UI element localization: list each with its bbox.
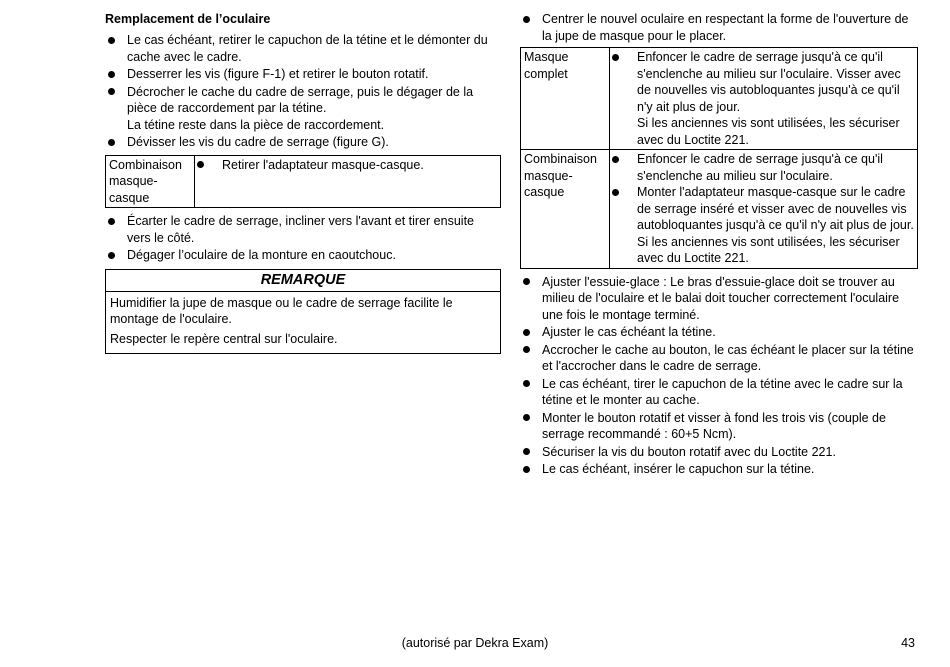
list-item <box>520 461 918 478</box>
list-item <box>105 213 501 246</box>
list-item-text: Sécuriser la vis du bouton rotatif avec du Loctite 221. <box>542 444 836 459</box>
list-item <box>105 66 501 83</box>
list-item-text: Le cas échéant, retirer le capuchon de la tétine et le démonter du cache avec le cadre. <box>127 33 488 64</box>
list-item-text: Décrocher le cache du cadre de serrage, puis le dégager de la pièce de raccordement par la tétine. <box>127 84 474 115</box>
cell-item-text: Enfoncer le cadre de serrage jusqu'à ce qu'il s'enclenche au milieu sur l'oculaire. <box>637 152 883 183</box>
table-row <box>521 150 918 269</box>
right-column <box>520 11 918 479</box>
list-item-text: Le cas échéant, insérer le capuchon sur la tétine. <box>542 462 815 476</box>
list-item <box>520 410 918 443</box>
list-item-text: Dévisser les vis du cadre de serrage (figure G). <box>127 135 389 149</box>
note-box <box>105 269 501 355</box>
variant-table <box>520 47 918 269</box>
cell-item-note: Si les anciennes vis sont utilisées, les sécuriser avec du Loctite 221. <box>637 234 900 265</box>
list-item <box>520 11 918 44</box>
note-paragraph: Respecter le repère central sur l'oculaire. <box>110 331 338 346</box>
list-item <box>105 32 501 65</box>
table-row <box>521 48 918 150</box>
list-item-text: Monter le bouton rotatif et visser à fond les trois vis (couple de serrage recommandé : 60+5 Ncm). <box>542 410 886 441</box>
list-item-text: Ajuster le cas échéant la tétine. <box>542 325 716 339</box>
cell-item-text: Monter l'adaptateur masque-casque sur le cadre de serrage inséré et visser avec de nouvelles vis autobloquantes jusqu'à ce qu'il n'y ait plus de jour. <box>637 185 914 232</box>
table-row <box>106 155 501 208</box>
list-item-text: Ajuster l'essuie-glace : Le bras d'essuie-glace doit se trouver au milieu de l'oculaire et le balai doit toucher correctement l'oculaire une fois le montage terminé. <box>542 274 900 322</box>
list-item <box>105 247 501 264</box>
cell-item-note: Si les anciennes vis sont utilisées, les sécuriser avec du Loctite 221. <box>637 116 900 147</box>
list-item <box>105 134 501 151</box>
page-number: 43 <box>901 636 915 650</box>
cell-list-item <box>613 151 914 184</box>
cell-list-item <box>613 49 914 148</box>
variant-table <box>105 155 501 209</box>
footer-approval-text: (autorisé par Dekra Exam) <box>401 636 549 650</box>
cell-list-item <box>613 184 914 267</box>
list-item <box>520 444 918 461</box>
list-item-text: Le cas échéant, tirer le capuchon de la tétine avec le cadre sur la tétine et le monter au cache. <box>542 376 903 407</box>
cell-item-text: Enfoncer le cadre de serrage jusqu'à ce qu'il s'enclenche au milieu sur l'oculaire. Visser avec de nouvelles vis autobloquantes jusqu'à ce qu'il n'y ait plus de jour. <box>637 50 901 114</box>
section-heading: Remplacement de l’oculaire <box>105 12 271 26</box>
table-label-cell: Masque complet <box>521 48 610 150</box>
list-item <box>105 84 501 134</box>
list-item <box>520 376 918 409</box>
note-paragraph: Humidifier la jupe de masque ou le cadre de serrage facilite le montage de l'oculaire. <box>110 295 453 326</box>
left-column <box>105 11 501 354</box>
note-body <box>106 292 500 354</box>
list-item <box>520 324 918 341</box>
list-item <box>520 274 918 324</box>
list-item <box>520 342 918 375</box>
list-item-text: Centrer le nouvel oculaire en respectant la forme de l'ouverture de la jupe de masque pour le placer. <box>542 12 909 43</box>
table-content-cell <box>195 155 501 208</box>
list-item-text: Desserrer les vis (figure F-1) et retirer le bouton rotatif. <box>127 67 429 81</box>
list-item-text: Dégager l’oculaire de la monture en caoutchouc. <box>127 248 396 262</box>
list-item-note: La tétine reste dans la pièce de raccordement. <box>127 117 385 132</box>
note-title: REMARQUE <box>106 270 500 292</box>
table-label-cell: Combinaison masque-casque <box>521 150 610 269</box>
page-footer <box>0 635 950 651</box>
table-content-cell <box>610 150 918 269</box>
table-label-cell: Combinaison masque-casque <box>106 155 195 208</box>
list-item-text: Écarter le cadre de serrage, incliner vers l'avant et tirer ensuite vers le côté. <box>127 214 474 245</box>
cell-list-item: Retirer l'adaptateur masque-casque. <box>198 157 497 174</box>
table-content-cell <box>610 48 918 150</box>
list-item-text: Accrocher le cache au bouton, le cas échéant le placer sur la tétine et l'accrocher dans le cadre de serrage. <box>542 342 914 373</box>
